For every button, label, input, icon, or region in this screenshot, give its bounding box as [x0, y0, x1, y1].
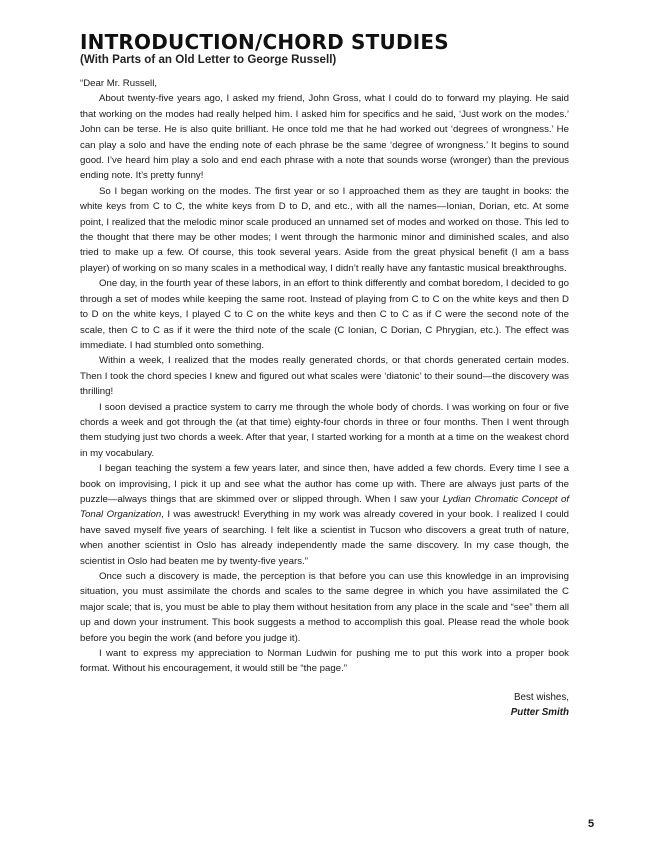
author-name: Putter Smith — [510, 707, 569, 719]
signoff — [511, 690, 569, 721]
paragraph-8: I want to express my appreciation to Norman Ludwin for pushing me to put this work into a proper book format. Without his encouragement, it would still be “the page.” — [80, 648, 569, 675]
page-title: INTRODUCTION/CHORD STUDIES — [80, 30, 449, 54]
paragraph-5: I soon devised a practice system to carry me through the whole body of chords. I was working on four or five chords a week and got through the (at that time) eighty-four chords in three or four months. Then I went through them studying just two chords a week. After that year, I started working for a month at a time on the weakest chord in my vocabulary. — [80, 401, 569, 459]
paragraph-1: About twenty-five years ago, I asked my friend, John Gross, what I could do to forward my playing. He said that working on the modes had really helped him. I asked him for specifics and he said, ‘Just work on the modes.’ John can be terse. He is also quite brilliant. He once told me that he had worked out ‘degrees of wrongness.’ He can play a solo and have the ending note of each phrase be the same ‘degree of wrongness.’ It begins to sound good. I’ve heard him play a solo and end each phrase with a note that sounds worse (wronger) than the previous ending note. It’s pretty funny! — [80, 93, 569, 182]
paragraph-6-end: , I was awestruck! Everything in my work was already covered in your book. I realized I could have saved myself five years of searching. I felt like a scientist in Tucson who discovers a great truth of nature, when another scientist in Oslo has already independently made the same discovery. In my case though, the scientist in Oslo had beaten me by twenty-five years.” — [80, 509, 569, 567]
paragraph-2: So I began working on the modes. The first year or so I approached them as they are taught in books: the white keys from C to C, the white keys from D to D, and etc., with all the names—Ionian, Dorian, etc. At some point, I realized that the melodic minor scale produced an unnamed set of modes and worked on those. This led to the thought that there may be other modes; I went through the harmonic minor and diminished scales, and also tried to make up a few. Of course, this took several years. Aside from the great physical benefit (I am a bass player) of working on so many scales in a methodical way, I didn’t really have any fantastic musical breakthroughs. — [80, 185, 569, 274]
paragraph-6-start: I began teaching the system a few years later, and since then, have added a few chords. Every time I see a book on improvising, I pick it up and see what the author has come up with. There are always just parts of the puzzle—always things that are skimmed over or slipped through. When I saw your — [80, 463, 569, 505]
closing-line: Best wishes, — [514, 692, 569, 703]
paragraph-3: One day, in the fourth year of these labors, in an effort to think differently and combat boredom, I decided to go through a set of modes while keeping the same root. Instead of playing from C to C on the white keys and then D to D on the white keys, I played C to C on the white keys and then C to C as if C were the second note of the scale, then C to C as if it were the third note of the scale (C Ionian, C Dorian, C Phrygian, etc.). The effect was immediate. I had stumbled onto something. — [80, 278, 569, 351]
letter-salutation: “Dear Mr. Russell, — [80, 78, 158, 89]
letter-body — [80, 76, 569, 677]
book-title: Lydian Chromatic Concept of Tonal Organization — [80, 493, 569, 521]
page-subtitle: (With Parts of an Old Letter to George Russell) — [80, 53, 337, 66]
page-number: 5 — [588, 818, 595, 830]
paragraph-4: Within a week, I realized that the modes really generated chords, or that chords generated certain modes. Then I took the chord species I knew and figured out what scales were ‘diatonic’ to their sound—the discovery was thrilling! — [80, 355, 569, 398]
paragraph-7: Once such a discovery is made, the perception is that before you can use this knowledge in an improvising situation, you must assimilate the chords and scales to the same degree in which you have assimilated the C major scale; that is, you must be able to play them without hesitation from any place in the scale and “see” them all up and down your instrument. This book suggests a method to accomplish this goal. Please read the whole book before you begin the work (and before you judge it). — [80, 571, 569, 644]
paragraph-6 — [80, 461, 569, 569]
